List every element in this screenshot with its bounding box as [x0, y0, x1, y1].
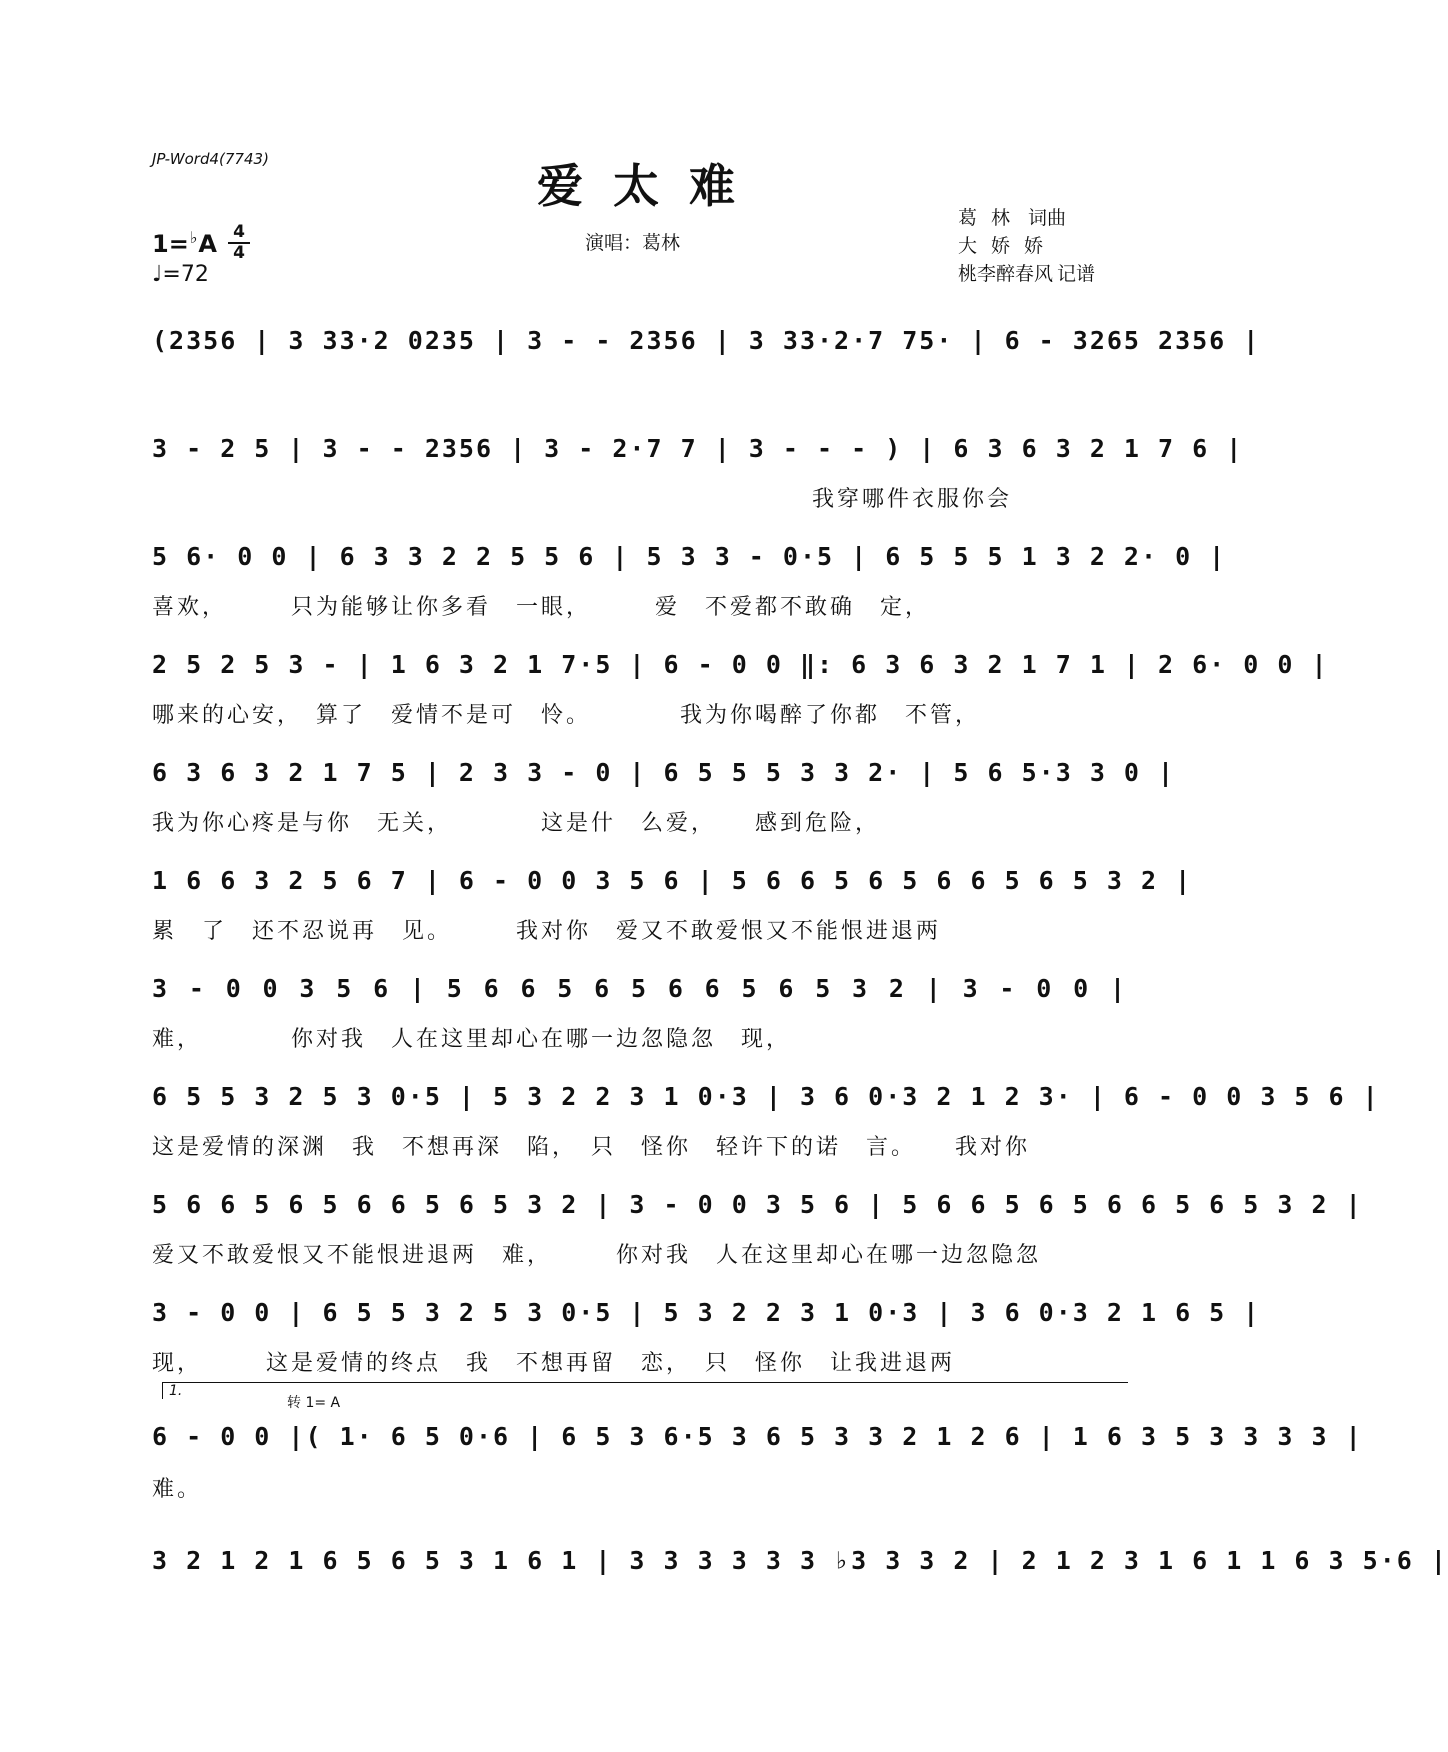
notation-line: 6 5 5 3 2 5 3 0·5 | 5 3 2 2 3 1 0·3 | 3 6 0·3 2 1 2 3· | 6 - 0 0 3 5 6 |	[152, 1082, 1380, 1111]
volta-label: 1.	[169, 1383, 183, 1399]
notation-line: 6 - 0 0 |( 1· 6 5 0·6 | 6 5 3 6·5 3 6 5 3 3 2 1 2 6 | 1 6 3 5 3 3 3 3 |	[152, 1422, 1363, 1451]
score-system	[152, 528, 1227, 636]
score-system	[152, 636, 1329, 744]
lyrics-line: 累 了 还不忍说再 见。 我对你 爱又不敢爱恨又不能恨进退两	[152, 919, 942, 944]
credit-role: 记谱	[1057, 263, 1096, 285]
credit-row	[958, 260, 1095, 288]
notation-line: 3 - 2 5 | 3 - - 2356 | 3 - 2·7 7 | 3 - - - ) | 6 3 6 3 2 1 7 6 |	[152, 434, 1244, 463]
score-system	[152, 1284, 1261, 1392]
flat-sign: ♭	[189, 228, 198, 247]
credits	[958, 204, 1095, 288]
quarter-note-icon: ♩	[152, 262, 163, 287]
notation-line: 1 6 6 3 2 5 6 7 | 6 - 0 0 3 5 6 | 5 6 6 5 6 5 6 6 5 6 5 3 2 |	[152, 866, 1193, 895]
score-system	[152, 1532, 1448, 1640]
lyrics-line: 我穿哪件衣服你会	[812, 487, 1013, 512]
key-prefix: 1=	[152, 230, 189, 258]
notation-line: 6 3 6 3 2 1 7 5 | 2 3 3 - 0 | 6 5 5 5 3 3 2· | 5 6 5·3 3 0 |	[152, 758, 1176, 787]
lyrics-line: 爱又不敢爱恨又不能恨进退两 难， 你对我 人在这里却心在哪一边忽隐忽	[152, 1243, 1042, 1268]
time-bottom: 4	[233, 243, 245, 263]
time-top: 4	[233, 222, 245, 242]
score-system	[152, 960, 1127, 1068]
notation-line: 3 - 0 0 | 6 5 5 3 2 5 3 0·5 | 5 3 2 2 3 1 0·3 | 3 6 0·3 2 1 6 5 |	[152, 1298, 1261, 1327]
source-tag: JP-Word4(7743)	[152, 150, 269, 168]
notation-line: (2356 | 3 33·2 0235 | 3 - - 2356 | 3 33·2·7 75· | 6 - 3265 2356 |	[152, 326, 1261, 355]
lyrics-line: 我为你心疼是与你 无关， 这是什 么爱， 感到危险，	[152, 811, 881, 836]
credit-name: 桃李醉春风	[958, 263, 1054, 285]
song-title: 爱太难	[537, 159, 765, 213]
key-change-marking: 转 1= A	[287, 1395, 341, 1411]
score-system	[152, 420, 1244, 528]
notation-line: 3 - 0 0 3 5 6 | 5 6 6 5 6 5 6 6 5 6 5 3 2 | 3 - 0 0 |	[152, 974, 1127, 1003]
notation-line: 5 6· 0 0 | 6 3 3 2 2 5 5 6 | 5 3 3 - 0·5 | 6 5 5 5 1 3 2 2· 0 |	[152, 542, 1227, 571]
key-note: A	[198, 230, 217, 258]
notation-line: 2 5 2 5 3 - | 1 6 3 2 1 7·5 | 6 - 0 0 ‖: 6 3 6 3 2 1 7 1 | 2 6· 0 0 |	[152, 650, 1329, 679]
credit-role: 词曲	[1028, 207, 1067, 229]
notation-line: 5 6 6 5 6 5 6 6 5 6 5 3 2 | 3 - 0 0 3 5 6 | 5 6 6 5 6 5 6 6 5 6 5 3 2 |	[152, 1190, 1363, 1219]
lyrics-line: 现， 这是爱情的终点 我 不想再留 恋， 只 怪你 让我进退两	[152, 1351, 956, 1376]
score-system	[152, 1176, 1363, 1284]
score-system	[152, 312, 1261, 420]
lyrics-line: 难， 你对我 人在这里却心在哪一边忽隐忽 现，	[152, 1027, 792, 1052]
score-system	[152, 852, 1193, 960]
lyrics-line: 难。	[152, 1477, 203, 1502]
lyrics-line: 这是爱情的深渊 我 不想再深 陷， 只 怪你 轻许下的诺 言。 我对你	[152, 1135, 1031, 1160]
credit-row	[958, 204, 1095, 232]
lyrics-line: 哪来的心安， 算了 爱情不是可 怜。 我为你喝醉了你都 不管，	[152, 703, 981, 728]
time-signature	[228, 224, 250, 262]
lyrics-line: 喜欢， 只为能够让你多看 一眼， 爱 不爱都不敢确 定，	[152, 595, 931, 620]
score-system	[152, 1068, 1380, 1176]
key-signature	[152, 228, 217, 258]
credit-name: 大娇娇	[958, 235, 1058, 257]
tempo-value: =72	[162, 262, 209, 287]
singer-credit: 演唱：葛林	[585, 232, 681, 254]
tempo-marking	[152, 262, 209, 287]
notation-line: 3 2 1 2 1 6 5 6 5 3 1 6 1 | 3 3 3 3 3 3 ♭3 3 3 2 | 2 1 2 3 1 6 1 1 6 3 5·6 |	[152, 1546, 1448, 1575]
score-header	[0, 0, 1272, 300]
credit-row	[958, 232, 1095, 260]
score-system	[152, 1383, 1363, 1532]
credit-name: 葛林	[958, 207, 1025, 229]
score-systems	[152, 312, 1448, 1640]
score-system	[152, 744, 1176, 852]
